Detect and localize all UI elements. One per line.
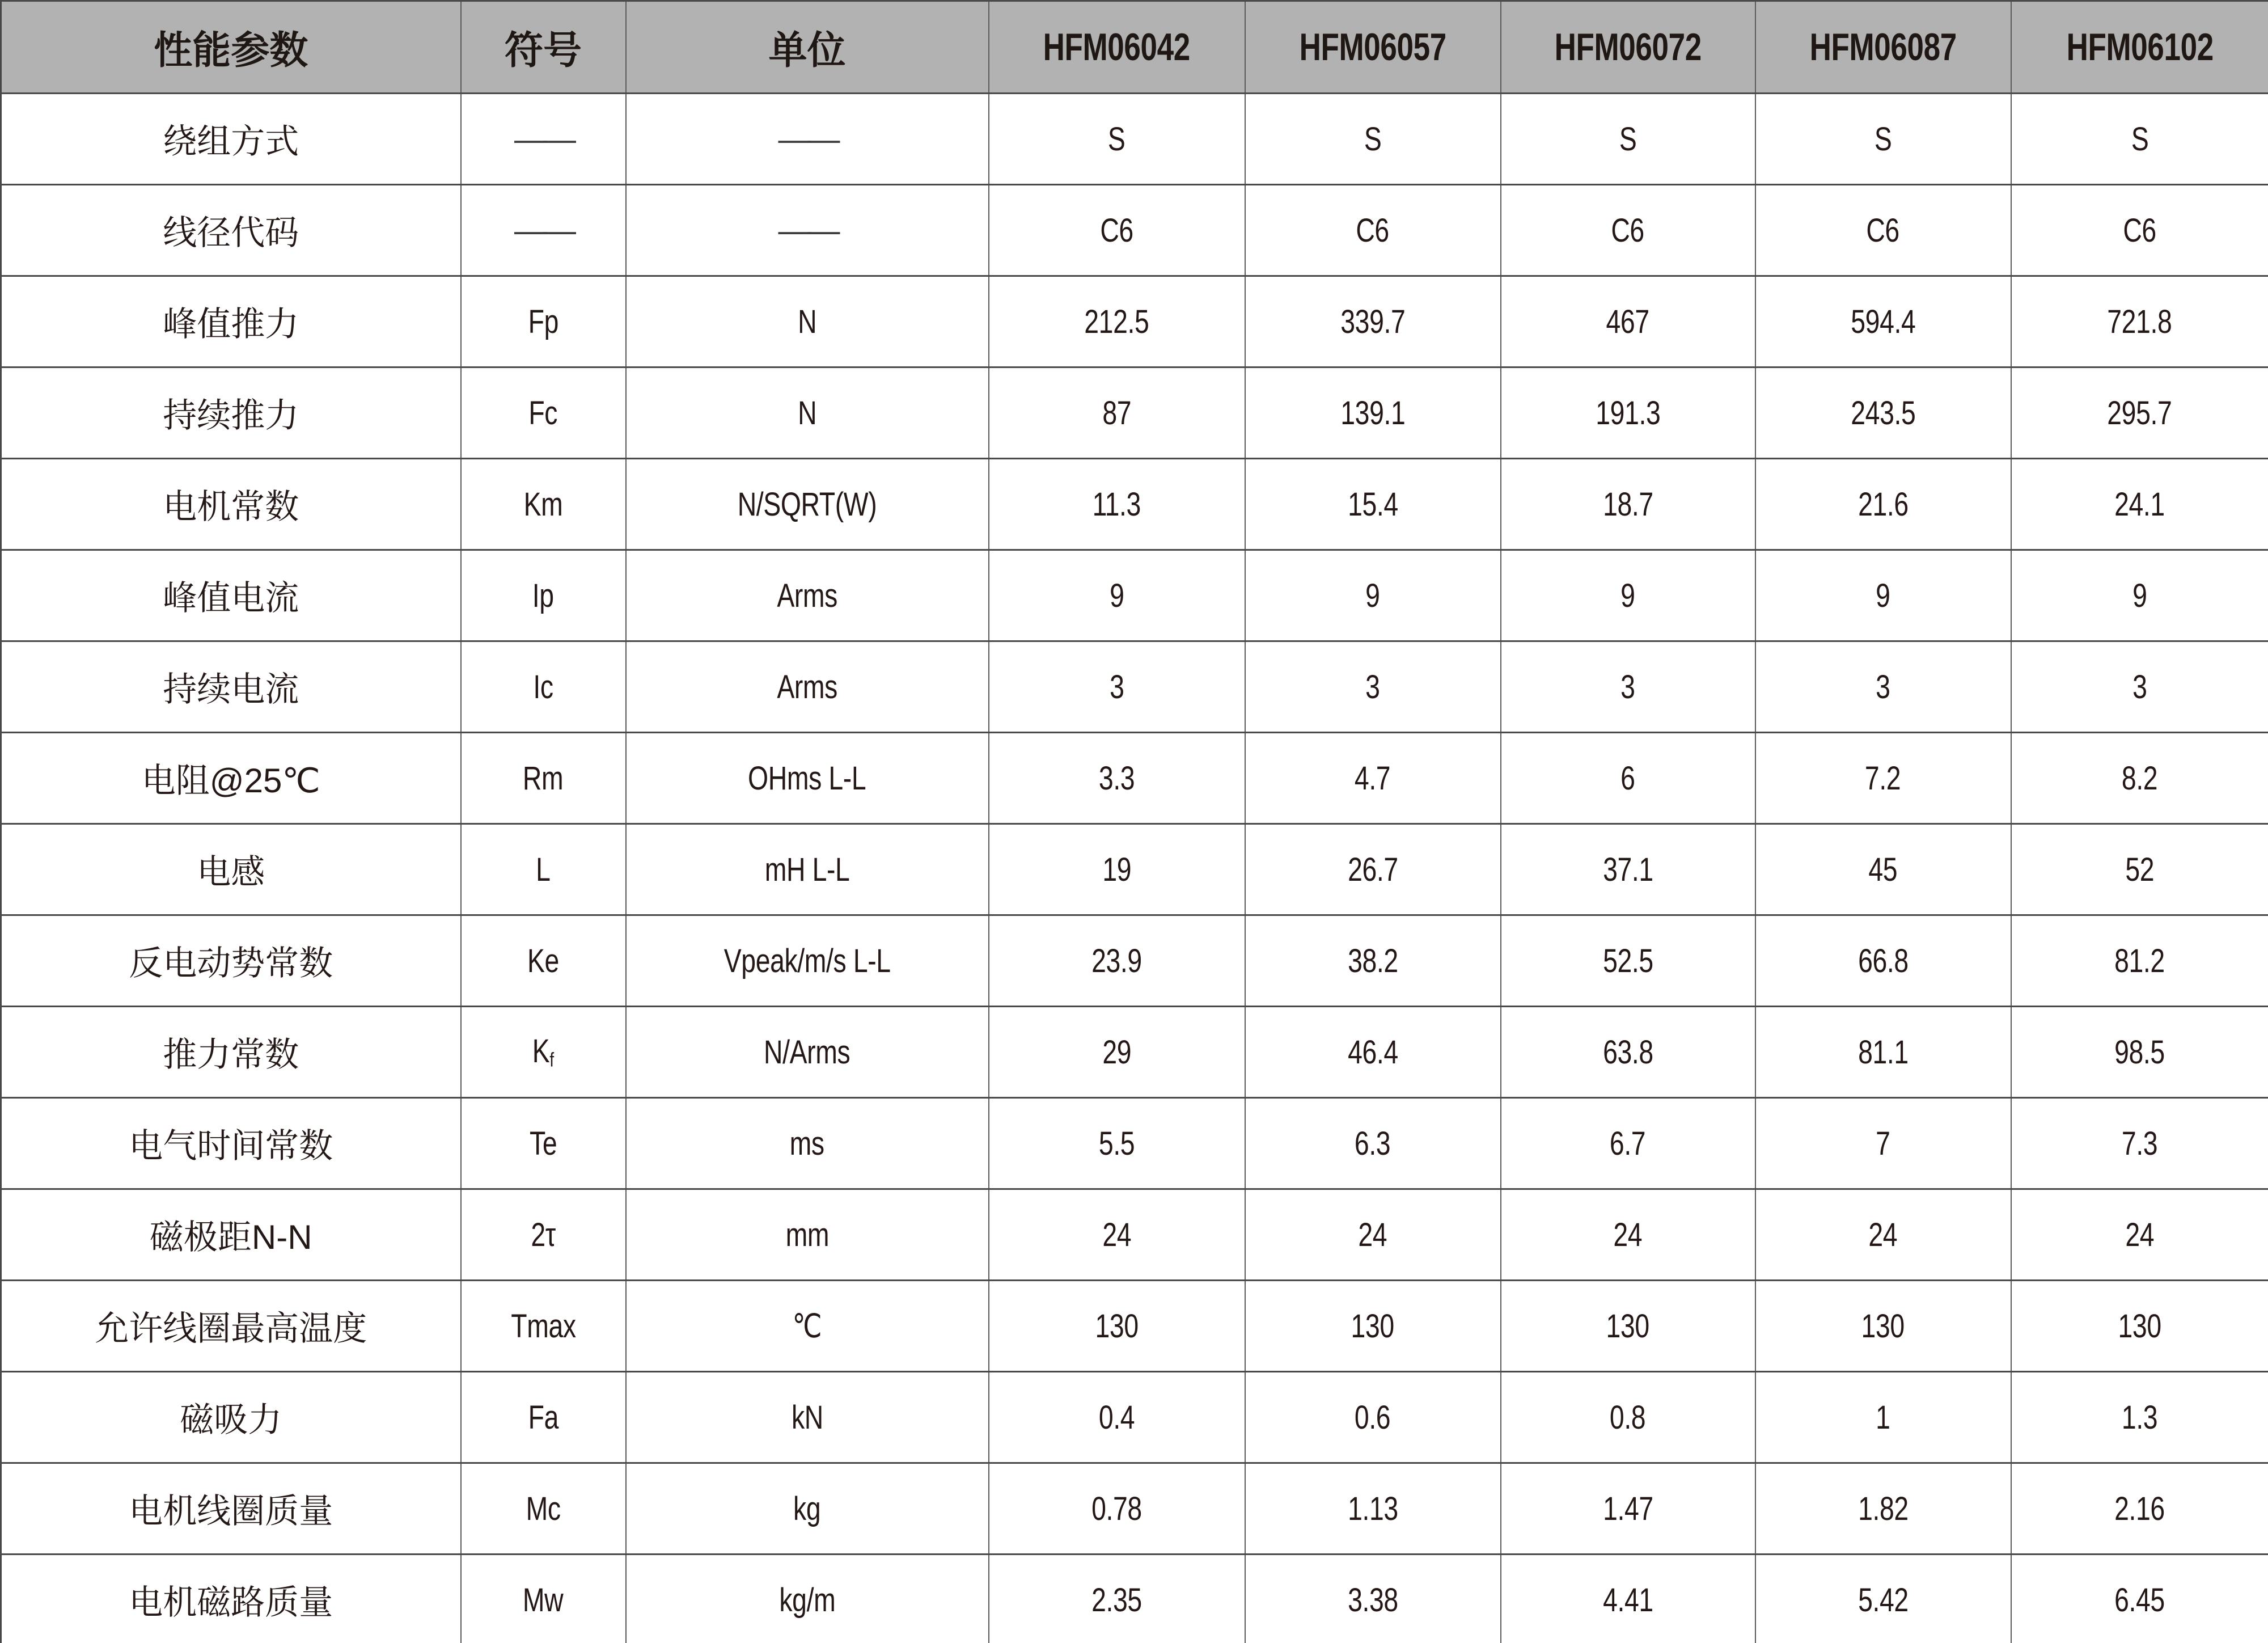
value-cell [1755, 1555, 2011, 1643]
cell-text: Fa [528, 1399, 558, 1436]
cell-text: N [797, 394, 817, 432]
cell-text: Te [529, 1125, 557, 1162]
value-cell [2011, 1189, 2268, 1281]
cell-text: 18.7 [1602, 485, 1653, 523]
value-cell [1501, 641, 1755, 733]
cell-text: 5.42 [1857, 1581, 1909, 1619]
value-cell [2011, 1281, 2268, 1372]
cell-text: 9 [2132, 577, 2147, 614]
value-cell [1501, 1555, 1755, 1643]
cell-text: 9 [1365, 577, 1380, 614]
table-row [1, 733, 2268, 824]
symbol-cell [461, 733, 626, 824]
param-cell: 持续推力 [1, 368, 461, 459]
table-row [1, 94, 2268, 185]
value-cell [1245, 1189, 1501, 1281]
cell-text: L [536, 851, 551, 888]
cell-text: 130 [1606, 1307, 1650, 1345]
cell-text: 81.2 [2114, 942, 2165, 979]
value-cell [989, 276, 1245, 368]
cell-text: Ip [532, 577, 554, 614]
cell-text: 594.4 [1850, 303, 1916, 340]
table-row [1, 1463, 2268, 1555]
table-row [1, 368, 2268, 459]
cell-text: ℃ [792, 1308, 822, 1345]
value-cell [2011, 824, 2268, 915]
cell-text: 1 [1876, 1399, 1890, 1436]
unit-cell [626, 1007, 989, 1098]
value-cell [1755, 733, 2011, 824]
value-cell [989, 1007, 1245, 1098]
value-cell [2011, 185, 2268, 276]
dash-placeholder: —— [778, 120, 836, 158]
symbol-cell [461, 824, 626, 915]
cell-text: 721.8 [2107, 303, 2172, 340]
value-cell [1755, 94, 2011, 185]
cell-text: 1.47 [1602, 1490, 1653, 1527]
value-cell [2011, 368, 2268, 459]
cell-text: 130 [1095, 1307, 1139, 1345]
cell-text: S [1874, 120, 1892, 158]
table-row [1, 1372, 2268, 1463]
value-cell [1501, 915, 1755, 1007]
symbol-cell [461, 276, 626, 368]
cell-text: Mw [523, 1581, 564, 1619]
value-cell [989, 915, 1245, 1007]
cell-text: 15.4 [1347, 485, 1398, 523]
symbol-cell [461, 1281, 626, 1372]
symbol-cell [461, 368, 626, 459]
table-row [1, 1189, 2268, 1281]
cell-text: Rm [523, 759, 564, 797]
value-cell [1245, 1555, 1501, 1643]
cell-text: 2.35 [1091, 1581, 1142, 1619]
cell-text: Fc [528, 394, 558, 432]
value-cell [1501, 1098, 1755, 1189]
value-cell [989, 94, 1245, 185]
cell-text: 6 [1620, 759, 1635, 797]
cell-text: mm [785, 1216, 829, 1253]
value-cell [2011, 733, 2268, 824]
cell-text: 0.78 [1091, 1490, 1142, 1527]
table-row [1, 550, 2268, 641]
value-cell [989, 550, 1245, 641]
cell-text: C6 [1100, 212, 1133, 249]
param-cell: 绕组方式 [1, 94, 461, 185]
cell-text: C6 [1866, 212, 1900, 249]
cell-text: 6.3 [1355, 1125, 1391, 1162]
cell-text: 3.3 [1098, 759, 1135, 797]
table-row [1, 1098, 2268, 1189]
param-cell: 电气时间常数 [1, 1098, 461, 1189]
unit-cell [626, 1555, 989, 1643]
cell-text: 2τ [531, 1216, 556, 1253]
value-cell [1501, 1281, 1755, 1372]
cell-text: 243.5 [1850, 394, 1916, 432]
model-name: HFM06072 [1554, 26, 1702, 69]
cell-text: Fp [528, 303, 558, 340]
cell-text: 23.9 [1091, 942, 1142, 979]
cell-text: C6 [1356, 212, 1390, 249]
cell-text: 0.6 [1355, 1399, 1391, 1436]
cell-text: Km [523, 485, 563, 523]
cell-text: S [1108, 120, 1125, 158]
param-cell: 电机线圈质量 [1, 1463, 461, 1555]
cell-text: Vpeak/m/s L-L [723, 942, 891, 979]
cell-text: 6.45 [2114, 1581, 2165, 1619]
cell-text: S [1364, 120, 1382, 158]
cell-text: 52.5 [1602, 942, 1653, 979]
cell-text: Ke [527, 942, 559, 979]
cell-text: 0.8 [1610, 1399, 1646, 1436]
symbol-cell [461, 641, 626, 733]
cell-text: 212.5 [1084, 303, 1149, 340]
cell-text: 45 [1868, 851, 1898, 888]
cell-text: kg [793, 1490, 821, 1527]
symbol-cell [461, 1463, 626, 1555]
cell-text: 4.41 [1602, 1581, 1653, 1619]
param-cell: 反电动势常数 [1, 915, 461, 1007]
symbol-cell [461, 1007, 626, 1098]
unit-cell [626, 641, 989, 733]
value-cell [1245, 1007, 1501, 1098]
unit-cell [626, 1281, 989, 1372]
cell-text: 3 [2132, 668, 2147, 706]
cell-text: 467 [1606, 303, 1650, 340]
table-row [1, 1281, 2268, 1372]
model-name: HFM06102 [2066, 26, 2214, 69]
unit-cell [626, 1463, 989, 1555]
cell-text: 295.7 [2107, 394, 2172, 432]
header-row [1, 1, 2268, 94]
cell-text: N [797, 303, 817, 340]
value-cell [1245, 1372, 1501, 1463]
symbol-cell [461, 915, 626, 1007]
cell-text: 37.1 [1602, 851, 1653, 888]
unit-cell [626, 276, 989, 368]
value-cell [989, 185, 1245, 276]
value-cell [1755, 1281, 2011, 1372]
cell-text: 38.2 [1347, 942, 1398, 979]
cell-text: 11.3 [1092, 485, 1141, 523]
value-cell [1501, 1463, 1755, 1555]
value-cell [1755, 824, 2011, 915]
symbol-cell [461, 1189, 626, 1281]
cell-text: 7.2 [1865, 759, 1901, 797]
cell-text: Ic [533, 668, 553, 706]
cell-text: kN [791, 1399, 823, 1436]
param-cell: 峰值电流 [1, 550, 461, 641]
value-cell [989, 368, 1245, 459]
value-cell [1501, 824, 1755, 915]
symbol-cell [461, 459, 626, 550]
value-cell [2011, 550, 2268, 641]
cell-text: 52 [2125, 851, 2155, 888]
cell-text: S [2131, 120, 2149, 158]
cell-text: Arms [777, 668, 837, 706]
cell-text: Tmax [510, 1307, 576, 1345]
cell-text: 81.1 [1857, 1033, 1909, 1071]
unit-cell [626, 368, 989, 459]
value-cell [1755, 1463, 2011, 1555]
table-row [1, 1007, 2268, 1098]
symbol-cell [461, 94, 626, 185]
unit-cell [626, 550, 989, 641]
cell-text: 9 [1620, 577, 1635, 614]
cell-text: 19 [1102, 851, 1131, 888]
dash-placeholder: —— [514, 212, 573, 249]
cell-text: 130 [1861, 1307, 1905, 1345]
value-cell [1245, 550, 1501, 641]
value-cell [1245, 185, 1501, 276]
value-cell [989, 733, 1245, 824]
cell-text: 9 [1109, 577, 1124, 614]
model-column-header [1501, 1, 1755, 94]
cell-text: 130 [1351, 1307, 1395, 1345]
symbol-cell [461, 550, 626, 641]
symbol-cell [461, 185, 626, 276]
dash-placeholder: —— [514, 120, 573, 158]
value-cell [1501, 459, 1755, 550]
value-cell [1501, 276, 1755, 368]
symbol-cell [461, 1555, 626, 1643]
cell-text: 24 [1613, 1216, 1643, 1253]
value-cell [1755, 276, 2011, 368]
model-column-header [1245, 1, 1501, 94]
value-cell [1755, 185, 2011, 276]
cell-text: 21.6 [1857, 485, 1909, 523]
cell-text: 24 [2125, 1216, 2155, 1253]
value-cell [2011, 1372, 2268, 1463]
cell-text: Arms [777, 577, 837, 614]
param-cell: 磁吸力 [1, 1372, 461, 1463]
cell-text: Mc [526, 1490, 561, 1527]
model-column-header [1755, 1, 2011, 94]
table-row [1, 915, 2268, 1007]
cell-text: 1.82 [1857, 1490, 1909, 1527]
value-cell [2011, 459, 2268, 550]
unit-cell [626, 185, 989, 276]
value-cell [2011, 641, 2268, 733]
cell-text: 3 [1620, 668, 1635, 706]
cell-text: 0.4 [1098, 1399, 1135, 1436]
value-cell [989, 641, 1245, 733]
cell-text: 1.13 [1347, 1490, 1398, 1527]
cell-text: 24.1 [2114, 485, 2165, 523]
value-cell [989, 459, 1245, 550]
cell-text: C6 [1611, 212, 1645, 249]
cell-text: 9 [1876, 577, 1890, 614]
param-cell: 电感 [1, 824, 461, 915]
cell-text: 29 [1102, 1033, 1131, 1071]
value-cell [1501, 1189, 1755, 1281]
param-cell: 电机常数 [1, 459, 461, 550]
cell-text: 4.7 [1355, 759, 1391, 797]
cell-text: $K_f$ [532, 1033, 555, 1071]
table-row [1, 185, 2268, 276]
cell-text: 7.3 [2122, 1125, 2158, 1162]
table-row [1, 459, 2268, 550]
value-cell [989, 1463, 1245, 1555]
value-cell [2011, 1463, 2268, 1555]
value-cell [989, 1555, 1245, 1643]
cell-text: 46.4 [1347, 1033, 1398, 1071]
cell-text: 339.7 [1340, 303, 1406, 340]
value-cell [1501, 185, 1755, 276]
unit-cell [626, 459, 989, 550]
cell-text: 98.5 [2114, 1033, 2165, 1071]
model-name: HFM06042 [1043, 26, 1191, 69]
column-header: 符号 [461, 1, 626, 94]
model-name: HFM06087 [1809, 26, 1957, 69]
table-row [1, 1555, 2268, 1643]
value-cell [1245, 368, 1501, 459]
cell-text: mH L-L [764, 851, 850, 888]
value-cell [989, 1098, 1245, 1189]
table-row [1, 276, 2268, 368]
cell-text: 3 [1365, 668, 1380, 706]
table-row [1, 641, 2268, 733]
value-cell [1245, 915, 1501, 1007]
cell-text: 26.7 [1347, 851, 1398, 888]
value-cell [1755, 1372, 2011, 1463]
cell-text: 2.16 [2114, 1490, 2165, 1527]
value-cell [1245, 824, 1501, 915]
value-cell [1501, 94, 1755, 185]
cell-text: 3.38 [1347, 1581, 1398, 1619]
value-cell [2011, 915, 2268, 1007]
cell-text: C6 [2123, 212, 2157, 249]
unit-cell [626, 1098, 989, 1189]
value-cell [1245, 276, 1501, 368]
value-cell [1245, 1281, 1501, 1372]
cell-text: 191.3 [1595, 394, 1661, 432]
value-cell [1245, 1098, 1501, 1189]
value-cell [2011, 1555, 2268, 1643]
value-cell [1755, 915, 2011, 1007]
value-cell [2011, 1007, 2268, 1098]
cell-text: 139.1 [1340, 394, 1406, 432]
value-cell [1501, 1372, 1755, 1463]
unit-cell [626, 915, 989, 1007]
cell-text: 24 [1868, 1216, 1898, 1253]
value-cell [1501, 550, 1755, 641]
value-cell [1755, 1007, 2011, 1098]
value-cell [2011, 1098, 2268, 1189]
value-cell [1245, 459, 1501, 550]
unit-cell [626, 1189, 989, 1281]
table-row [1, 824, 2268, 915]
cell-text: OHms L-L [748, 759, 866, 797]
value-cell [2011, 276, 2268, 368]
column-header: 性能参数 [1, 1, 461, 94]
cell-text: 5.5 [1098, 1125, 1135, 1162]
param-cell: 磁极距N-N [1, 1189, 461, 1281]
dash-placeholder: —— [778, 212, 836, 249]
unit-cell [626, 1372, 989, 1463]
param-cell: 电机磁路质量 [1, 1555, 461, 1643]
value-cell [1755, 641, 2011, 733]
value-cell [989, 1189, 1245, 1281]
value-cell [989, 1281, 1245, 1372]
model-column-header [989, 1, 1245, 94]
cell-text: 63.8 [1602, 1033, 1653, 1071]
value-cell [1755, 1098, 2011, 1189]
cell-text: kg/m [779, 1581, 835, 1619]
value-cell [1501, 368, 1755, 459]
param-cell: 电阻@25℃ [1, 733, 461, 824]
cell-text: 1.3 [2122, 1399, 2158, 1436]
value-cell [989, 824, 1245, 915]
value-cell [1501, 1007, 1755, 1098]
cell-text: 3 [1109, 668, 1124, 706]
symbol-cell [461, 1372, 626, 1463]
param-cell: 线径代码 [1, 185, 461, 276]
cell-text: 66.8 [1857, 942, 1909, 979]
spec-table-body [1, 94, 2268, 1643]
cell-text: 24 [1358, 1216, 1387, 1253]
cell-text: N/SQRT(W) [737, 485, 877, 523]
value-cell [1755, 368, 2011, 459]
value-cell [1245, 1463, 1501, 1555]
value-cell [1755, 459, 2011, 550]
cell-text: 130 [2118, 1307, 2161, 1345]
symbol-subscript: f [549, 1049, 555, 1071]
cell-text: 87 [1102, 394, 1131, 432]
value-cell [1245, 94, 1501, 185]
model-name: HFM06057 [1299, 26, 1446, 69]
unit-cell [626, 733, 989, 824]
unit-cell [626, 824, 989, 915]
value-cell [1755, 550, 2011, 641]
param-cell: 峰值推力 [1, 276, 461, 368]
symbol-cell [461, 1098, 626, 1189]
value-cell [1245, 641, 1501, 733]
cell-text: 8.2 [2122, 759, 2158, 797]
column-header: 单位 [626, 1, 989, 94]
value-cell [1245, 733, 1501, 824]
cell-text: 6.7 [1610, 1125, 1646, 1162]
unit-cell [626, 94, 989, 185]
cell-text: S [1619, 120, 1637, 158]
param-cell: 持续电流 [1, 641, 461, 733]
cell-text: 7 [1876, 1125, 1890, 1162]
value-cell [1755, 1189, 2011, 1281]
cell-text: 3 [1876, 668, 1890, 706]
cell-text: ms [789, 1125, 825, 1162]
param-cell: 推力常数 [1, 1007, 461, 1098]
model-column-header [2011, 1, 2268, 94]
cell-text: 24 [1102, 1216, 1131, 1253]
param-cell: 允许线圈最高温度 [1, 1281, 461, 1372]
value-cell [1501, 733, 1755, 824]
cell-text: N/Arms [764, 1033, 850, 1071]
value-cell [989, 1372, 1245, 1463]
value-cell [2011, 94, 2268, 185]
